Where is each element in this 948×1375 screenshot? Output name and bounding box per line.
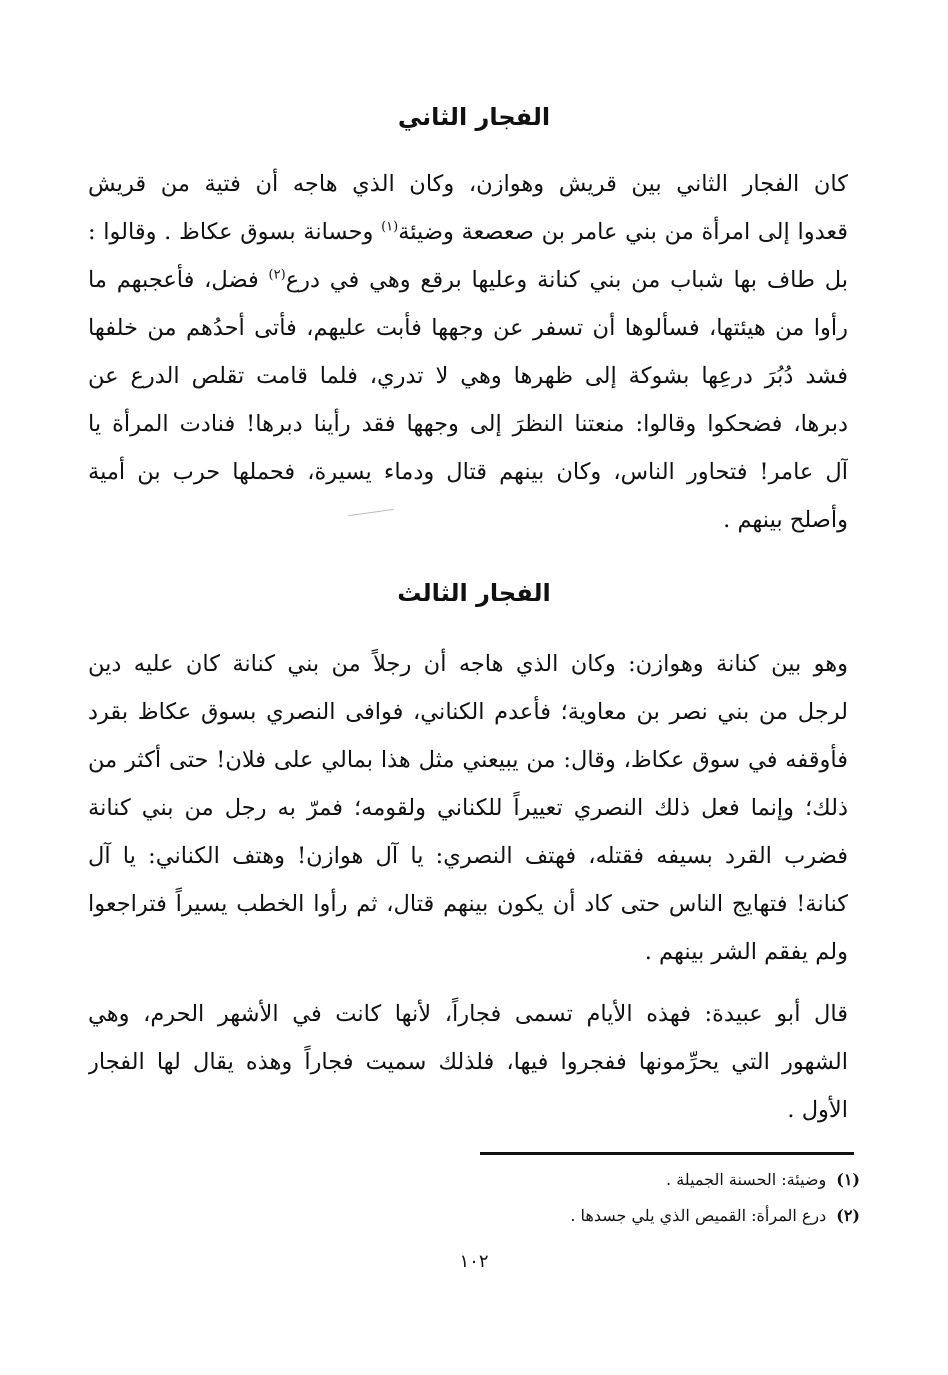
text-line: ذلك؛ وإنما فعل ذلك النصري تعييراً للكناني ولقومه؛ فمرّ به رجل من بني كنانة xyxy=(88,795,848,821)
text-segment: فضل، فأعجبهم ما xyxy=(88,267,259,293)
text-line: فضرب القرد بسيفه فقتله، فهتف النصري: يا آل هوازن! وهتف الكناني: يا آل xyxy=(88,843,848,869)
footnote-number: (٢) xyxy=(836,1206,860,1225)
text-line: فأوقفه في سوق عكاظ، وقال: من يبيعني مثل هذا بمالي على فلان! حتى أكثر من xyxy=(88,747,848,773)
footnote-text: وضيئة: الحسنة الجميلة . xyxy=(666,1170,827,1189)
text-line: لرجل من بني نصر بن معاوية؛ فأعدم الكناني، فوافى النصري بسوق عكاظ بقرد xyxy=(88,699,848,725)
text-line: الشهور التي يحرِّمونها ففجروا فيها، فلذلك سميت فجاراً وهذه يقال لها الفجار xyxy=(88,1049,848,1075)
text-line: الأول . xyxy=(787,1097,848,1123)
text-segment: قعدوا إلى امرأة من بني عامر بن صعصعة وضيئة xyxy=(398,219,848,245)
page-number: ١٠٢ xyxy=(459,1251,489,1272)
text-segment: بل طاف بها شباب من بني كنانة وعليها برقع وهي في درع xyxy=(285,267,848,293)
footnote-separator xyxy=(480,1152,854,1155)
footnote-2 xyxy=(300,1198,860,1234)
footnote-text: درع المرأة: القميص الذي يلي جسدها . xyxy=(570,1206,827,1225)
footnote-1 xyxy=(300,1162,860,1198)
closing-paragraph xyxy=(88,990,848,1134)
text-line: فشد دُبُرَ درعِها بشوكة إلى ظهرها وهي لا تدري، فلما قامت تقلص الدرع عن xyxy=(88,363,848,389)
text-line xyxy=(88,256,848,304)
section-title-second-fijar: الفجار الثاني xyxy=(397,103,551,131)
text-line: دبرها، فضحكوا وقالوا: منعتنا النظرَ إلى وجهها فقد رأينا دبرها! فنادت المرأة يا xyxy=(88,411,848,437)
text-line xyxy=(88,208,848,256)
footnote-ref-1: (١) xyxy=(381,219,399,235)
text-line: ولم يفقم الشر بينهم . xyxy=(644,939,848,965)
footnote-number: (١) xyxy=(836,1170,860,1189)
text-line: وأصلح بينهم . xyxy=(723,507,848,533)
text-segment: وحسانة بسوق عكاظ . وقالوا : xyxy=(88,219,374,245)
text-line: رأوا من هيئتها، فسألوها أن تسفر عن وجهها فأبت عليهم، فأتى أحدُهم من خلفها xyxy=(88,315,848,341)
text-line: كنانة! فتهايج الناس حتى كاد أن يكون بينهم قتال، ثم رأوا الخطب يسيراً فتراجعوا xyxy=(88,891,848,917)
footnote-ref-2: (٢) xyxy=(268,267,286,283)
footnotes xyxy=(300,1162,860,1234)
text-line: آل عامر! فتحاور الناس، وكان بينهم قتال ودماء يسيرة، فحملها حرب بن أمية xyxy=(88,459,848,485)
text-line: وهو بين كنانة وهوازن: وكان الذي هاجه أن رجلاً من بني كنانة كان عليه دين xyxy=(88,651,848,677)
section-title-third-fijar: الفجار الثالث xyxy=(397,579,551,607)
text-line: كان الفجار الثاني بين قريش وهوازن، وكان الذي هاجه أن فتية من قريش xyxy=(88,171,848,197)
section-third-fijar-body xyxy=(88,640,848,976)
text-line: قال أبو عبيدة: فهذه الأيام تسمى فجاراً، لأنها كانت في الأشهر الحرم، وهي xyxy=(88,1001,848,1027)
section-second-fijar-body xyxy=(88,160,848,544)
